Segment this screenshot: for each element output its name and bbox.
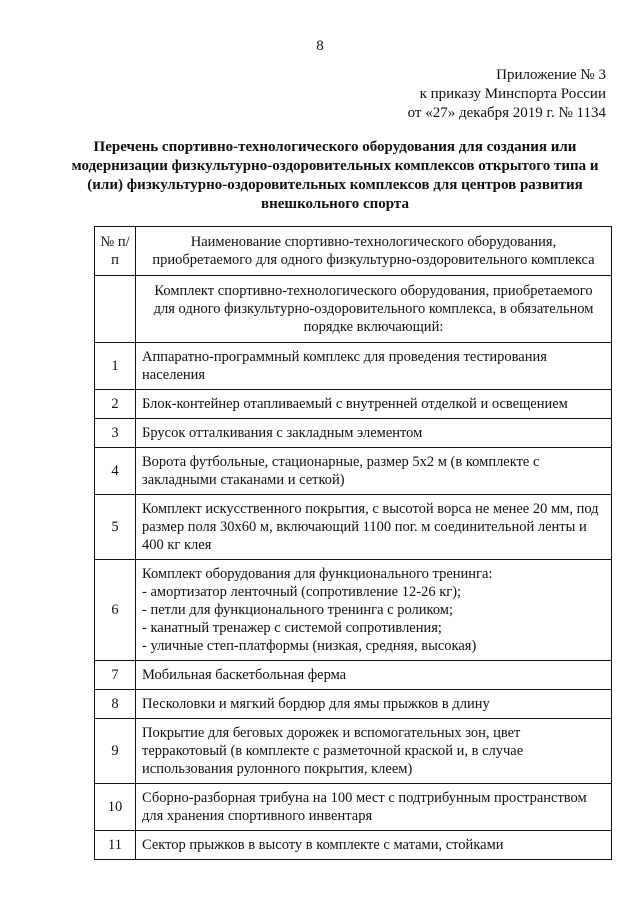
header-number: № п/п (95, 227, 136, 276)
intro-text: Комплект спортивно-технологического оборудования, приобретаемого для одного физкультурно-оздоровительного комплекса, в обязательном порядке включающий: (136, 276, 612, 343)
row-number: 10 (95, 784, 136, 831)
row-number: 1 (95, 343, 136, 390)
table-row (95, 831, 612, 860)
equipment-line: - канатный тренажер с системой сопротивления; (142, 620, 442, 636)
table-row (95, 690, 612, 719)
row-number: 4 (95, 448, 136, 495)
appendix-line-2: к приказу Минспорта России (419, 86, 606, 102)
row-number: 8 (95, 690, 136, 719)
page-number: 8 (316, 38, 324, 54)
row-equipment-name: Блок-контейнер отапливаемый с внутренней отделкой и освещением (136, 390, 612, 419)
table-row (95, 448, 612, 495)
row-number: 11 (95, 831, 136, 860)
row-number: 5 (95, 495, 136, 560)
row-equipment-name: Ворота футбольные, стационарные, размер 5х2 м (в комплекте с закладными стаканами и сеткой) (136, 448, 612, 495)
row-number: 6 (95, 560, 136, 661)
row-equipment-name: Мобильная баскетбольная ферма (136, 661, 612, 690)
intro-row (95, 276, 612, 343)
header-equipment-name: Наименование спортивно-технологического оборудования, приобретаемого для одного физкультурно-оздоровительного комплекса (136, 227, 612, 276)
equipment-line: - уличные степ-платформы (низкая, средняя, высокая) (142, 638, 477, 654)
row-number: 9 (95, 719, 136, 784)
row-equipment-name (136, 560, 612, 661)
appendix-line-1: Приложение № 3 (496, 67, 606, 83)
row-equipment-name: Брусок отталкивания с закладным элементом (136, 419, 612, 448)
equipment-line: Комплект оборудования для функционального тренинга: (142, 566, 493, 582)
appendix-line-3: от «27» декабря 2019 г. № 1134 (407, 105, 606, 121)
row-equipment-name: Комплект искусственного покрытия, с высотой ворса не менее 20 мм, под размер поля 30х60 м, включающий 1100 пог. м соединительной ленты и 400 кг клея (136, 495, 612, 560)
table-row (95, 343, 612, 390)
table-row (95, 560, 612, 661)
row-equipment-name: Покрытие для беговых дорожек и вспомогательных зон, цвет терракотовый (в комплекте с разметочной краской и, в случае использования рулонного покрытия, клеем) (136, 719, 612, 784)
row-equipment-name: Сектор прыжков в высоту в комплекте с матами, стойками (136, 831, 612, 860)
table-header-row (95, 227, 612, 276)
row-number: 7 (95, 661, 136, 690)
intro-number-cell (95, 276, 136, 343)
document-title: Перечень спортивно-технологического оборудования для создания или модернизации физкультурно-оздоровительных комплексов открытого типа и (или) физкультурно-оздоровительных комплексов для центров развития внешкольного спорта (71, 139, 599, 212)
table-row (95, 661, 612, 690)
table-row (95, 390, 612, 419)
equipment-line: - петли для функционального тренинга с роликом; (142, 602, 453, 618)
appendix-reference (408, 66, 606, 123)
row-equipment-name: Аппаратно-программный комплекс для проведения тестирования населения (136, 343, 612, 390)
table-row (95, 784, 612, 831)
equipment-line: - амортизатор ленточный (сопротивление 12-26 кг); (142, 584, 462, 600)
table-row (95, 419, 612, 448)
table-row (95, 495, 612, 560)
row-equipment-name: Сборно-разборная трибуна на 100 мест с подтрибунным пространством для хранения спортивного инвентаря (136, 784, 612, 831)
row-number: 2 (95, 390, 136, 419)
equipment-table (94, 226, 612, 860)
table-row (95, 719, 612, 784)
row-equipment-name: Песколовки и мягкий бордюр для ямы прыжков в длину (136, 690, 612, 719)
row-number: 3 (95, 419, 136, 448)
